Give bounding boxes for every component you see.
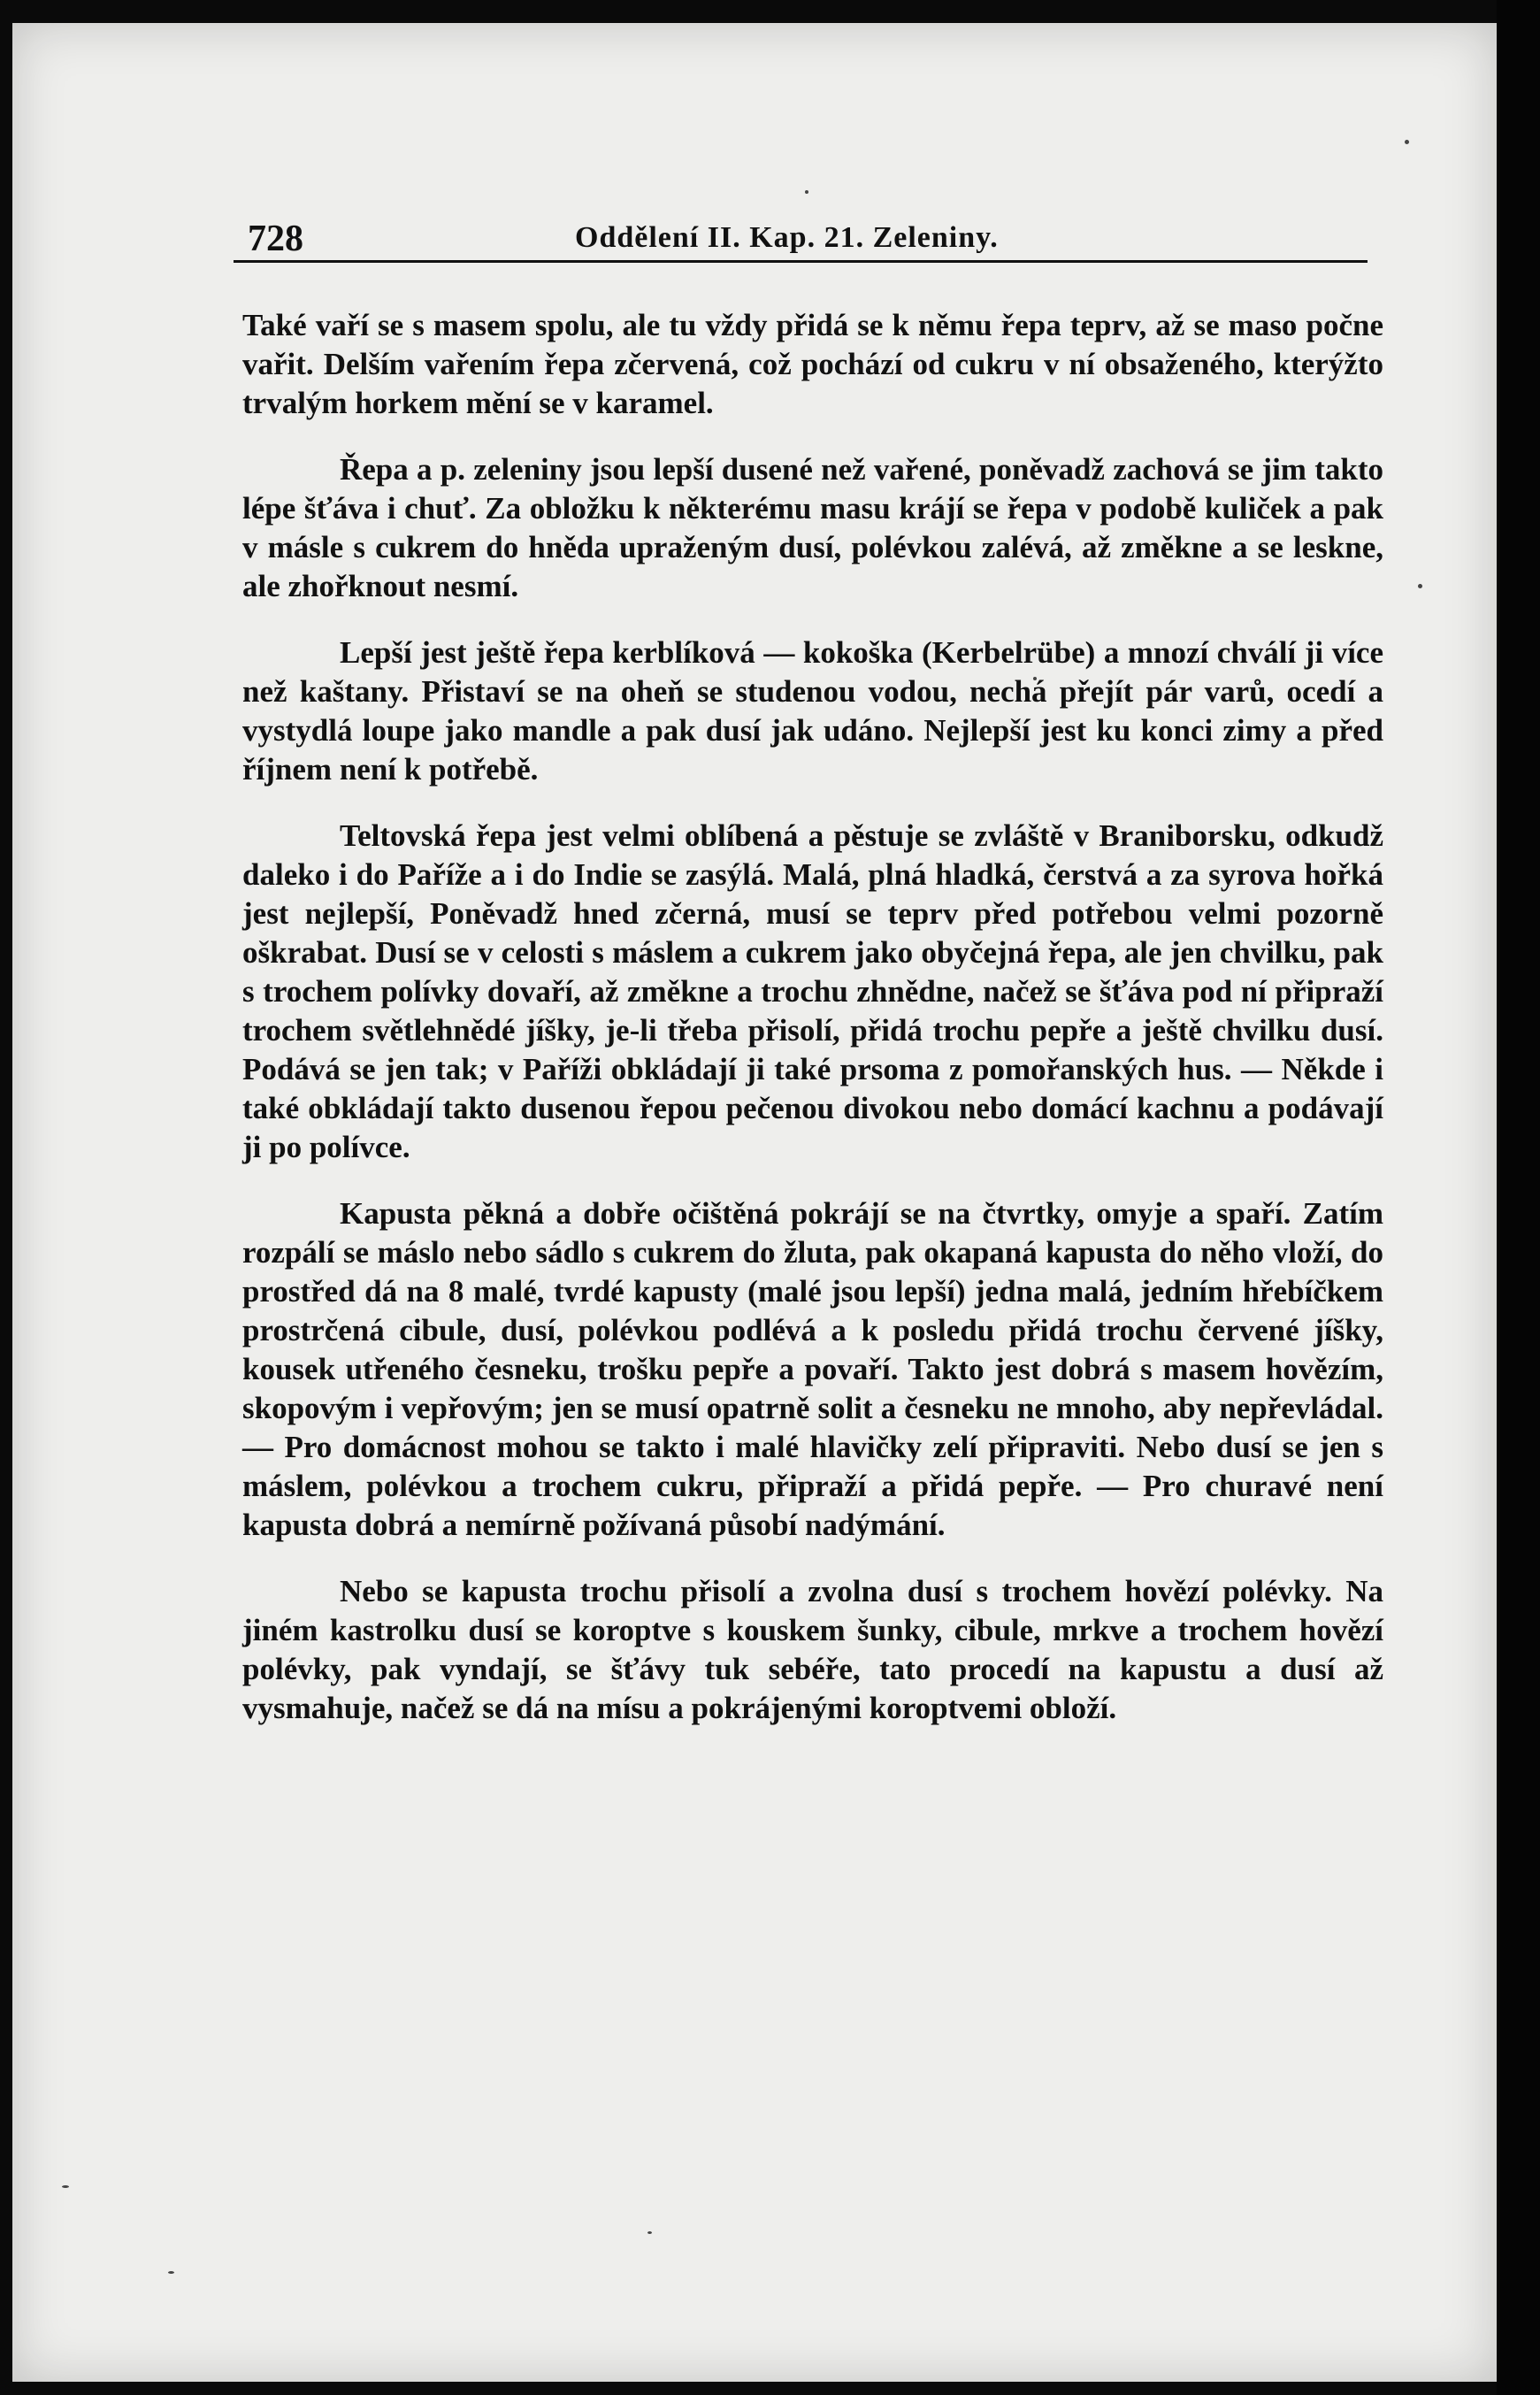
paragraph: Lepší jest ještě řepa kerblíková — kokoška (Kerbelrübe) a mnozí chválí ji více než kaštany. Přistaví se na oheň se studenou vodou, nechá přejít pár varů, ocedí a vystydlá loupe jako mandle a pak dusí jak udáno. Nejlepší jest ku konci zimy a před říjnem není k potřebě.	[242, 635, 1383, 787]
paragraph: Řepa a p. zeleniny jsou lepší dusené než vařené, poněvadž zachová se jim takto lépe šťáva i chuť. Za obložku k některému masu krájí se řepa v podobě kuliček a pak v másle s cukrem do hněda upraženým dusí, polévkou zalévá, až změkne a se leskne, ale zhořknout nesmí.	[242, 452, 1383, 603]
page-body	[242, 306, 1383, 1755]
paper-speck	[62, 2185, 69, 2188]
paper-speck	[168, 2271, 174, 2274]
paper-speck	[1418, 584, 1422, 588]
paper-speck	[1405, 140, 1409, 144]
paper-speck	[805, 190, 808, 194]
paragraph: Nebo se kapusta trochu přisolí a zvolna dusí s trochem hovězí polévky. Na jiném kastrolku dusí se koroptve s kouskem šunky, cibule, mrkve a trochem hovězí polévky, pak vyndají, se šťávy tuk sebéře, tato procedí na kapustu a dusí až vysmahuje, načež se dá na mísu a pokrájenými koroptvemi obloží.	[242, 1574, 1383, 1725]
paragraph: Kapusta pěkná a dobře očištěná pokrájí se na čtvrtky, omyje a spaří. Zatím rozpálí se máslo nebo sádlo s cukrem do žluta, pak okapaná kapusta do něho vloží, do prostřed dá na 8 malé, tvrdé kapusty (malé jsou lepší) jedna malá, jedním hřebíčkem prostrčená cibule, dusí, polévkou podlévá a k posledu přidá trochu červené jíšky, kousek utřeného česneku, trošku pepře a povaří. Takto jest dobrá s masem hovězím, skopovým i vepřovým; jen se musí opatrně solit a česneku ne mnoho, aby nepřevládal. — Pro domácnost mohou se takto i malé hlavičky zelí připraviti. Nebo dusí se jen s máslem, polévkou a trochem cukru, připraží a přidá pepře. — Pro churavé není kapusta dobrá a nemírně požívaná působí nadýmání.	[242, 1196, 1383, 1542]
running-head: Oddělení II. Kap. 21. Zeleniny.	[575, 221, 999, 254]
page-number: 728	[248, 219, 303, 259]
header-rule	[234, 260, 1368, 263]
paragraph: Teltovská řepa jest velmi oblíbená a pěstuje se zvláště v Braniborsku, odkudž daleko i do Paříže a i do Indie se zasýlá. Malá, plná hladká, čerstvá a za syrova hořká jest nejlepší, Poněvadž hned zčerná, musí se teprv před potřebou velmi pozorně oškrabat. Dusí se v celosti s máslem a cukrem jako obyčejná řepa, ale jen chvilku, pak s trochem polívky dovaří, až změkne a trochu zhnědne, načež se šťáva pod ní připraží trochem světlehnědé jíšky, je-li třeba přisolí, přidá trochu pepře a ještě chvilku dusí. Podává se jen tak; v Paříži obkládají ji také prsoma z pomořanských hus. — Někde i také obkládají takto dusenou řepou pečenou divokou nebo domácí kachnu a podávají ji po polívce.	[242, 818, 1383, 1164]
scan-border	[1497, 0, 1540, 2395]
page-header	[234, 218, 1371, 258]
paper-speck	[647, 2231, 652, 2234]
paragraph: Také vaří se s masem spolu, ale tu vždy přidá se k němu řepa teprv, až se maso počne vařit. Delším vařením řepa zčervená, což pochází od cukru v ní obsaženého, kterýžto trvalým horkem mění se v karamel.	[242, 308, 1383, 420]
